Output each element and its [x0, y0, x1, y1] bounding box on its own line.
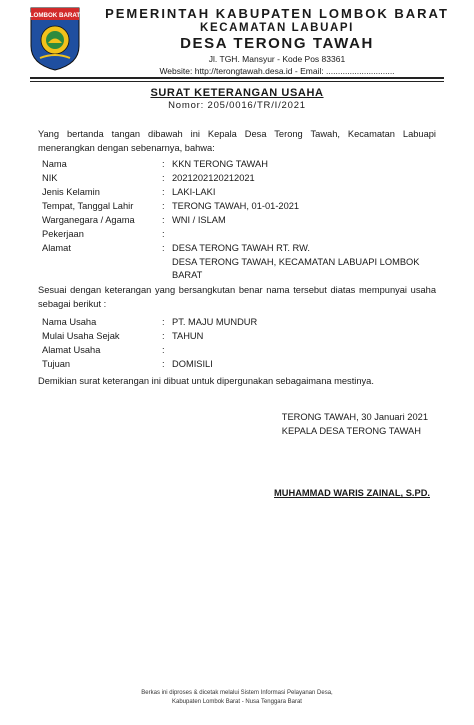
field-label: Tempat, Tanggal Lahir: [42, 201, 134, 211]
field-colon: :: [162, 345, 165, 355]
letter-title: SURAT KETERANGAN USAHA: [150, 87, 324, 99]
field-label: Warganegara / Agama: [42, 215, 135, 225]
letter-number: Nomor: 205/0016/TR/I/2021: [168, 100, 306, 111]
field-label: Mulai Usaha Sejak: [42, 331, 120, 341]
field-label: NIK: [42, 173, 58, 183]
footer-line-2: Kabupaten Lombok Barat - Nusa Tenggara Barat: [172, 698, 302, 705]
field-value: DESA TERONG TAWAH RT. RW.: [172, 243, 310, 253]
field-colon: :: [162, 331, 165, 341]
closing-paragraph: Demikian surat keterangan ini dibuat untuk dipergunakan sebagaimana mestinya.: [38, 376, 374, 386]
field-label: Alamat: [42, 243, 71, 253]
field-label: Pekerjaan: [42, 229, 84, 239]
field-value: TAHUN: [172, 331, 204, 341]
letterhead-district: KECAMATAN LABUAPI: [200, 22, 354, 34]
letterhead-website: Website: http://terongtawah.desa.id - Email: .............................: [159, 66, 395, 76]
field-colon: :: [162, 187, 165, 197]
field-label: Nama Usaha: [42, 317, 97, 327]
footer-note: [0, 689, 474, 706]
field-label: Nama: [42, 159, 67, 169]
letterhead-village: DESA TERONG TAWAH: [180, 35, 374, 52]
field-value: LAKI-LAKI: [172, 187, 216, 197]
field-value: KKN TERONG TAWAH: [172, 159, 268, 169]
field-value: 2021202120212021: [172, 173, 255, 183]
field-colon: :: [162, 359, 165, 369]
field-colon: :: [162, 201, 165, 211]
intro-paragraph: Yang bertanda tangan dibawah ini Kepala Desa Terong Tawah, Kecamatan Labuapi menerangkan dengan sebenarnya, bahwa:: [38, 129, 436, 153]
signature-position: KEPALA DESA TERONG TAWAH: [281, 425, 421, 436]
field-value: WNI / ISLAM: [172, 215, 226, 225]
logo-text: LOMBOK BARAT: [29, 12, 81, 19]
field-label: Jenis Kelamin: [42, 187, 100, 197]
letterhead: [88, 6, 466, 77]
field-label: Tujuan: [42, 359, 71, 369]
field-value: DOMISILI: [172, 359, 213, 369]
signatory-name: MUHAMMAD WARIS ZAINAL, S.PD.: [274, 488, 430, 498]
field-colon: :: [162, 159, 165, 169]
letterhead-government: PEMERINTAH KABUPATEN LOMBOK BARAT: [105, 6, 449, 21]
field-colon: :: [162, 243, 165, 253]
field-colon: :: [162, 173, 165, 183]
letter-title-block: [0, 86, 474, 112]
field-value: TERONG TAWAH, 01-01-2021: [172, 201, 300, 211]
letterhead-address: Jl. TGH. Mansyur - Kode Pos 83361: [208, 54, 346, 64]
field-colon: :: [162, 215, 165, 225]
field-value-continued: DESA TERONG TAWAH, KECAMATAN LABUAPI LOMBOK BARAT: [172, 256, 420, 280]
letterhead-divider-thick: [30, 77, 444, 79]
business-intro-paragraph: Sesuai dengan keterangan yang bersangkutan benar nama tersebut diatas mempunyai usaha sebagai berikut :: [38, 285, 436, 309]
field-label: Alamat Usaha: [42, 345, 101, 355]
field-colon: :: [162, 317, 165, 327]
footer-line-1: Berkas ini diproses & dicetak melalui Sistem Informasi Pelayanan Desa,: [141, 690, 333, 696]
field-colon: :: [162, 229, 165, 239]
letterhead-divider-thin: [30, 81, 444, 82]
signature-block: [282, 411, 428, 438]
lombok-barat-emblem: [28, 6, 82, 72]
field-value: PT. MAJU MUNDUR: [172, 317, 258, 327]
signature-place-date: TERONG TAWAH, 30 Januari 2021: [281, 412, 428, 422]
field-value-block: [172, 242, 430, 283]
